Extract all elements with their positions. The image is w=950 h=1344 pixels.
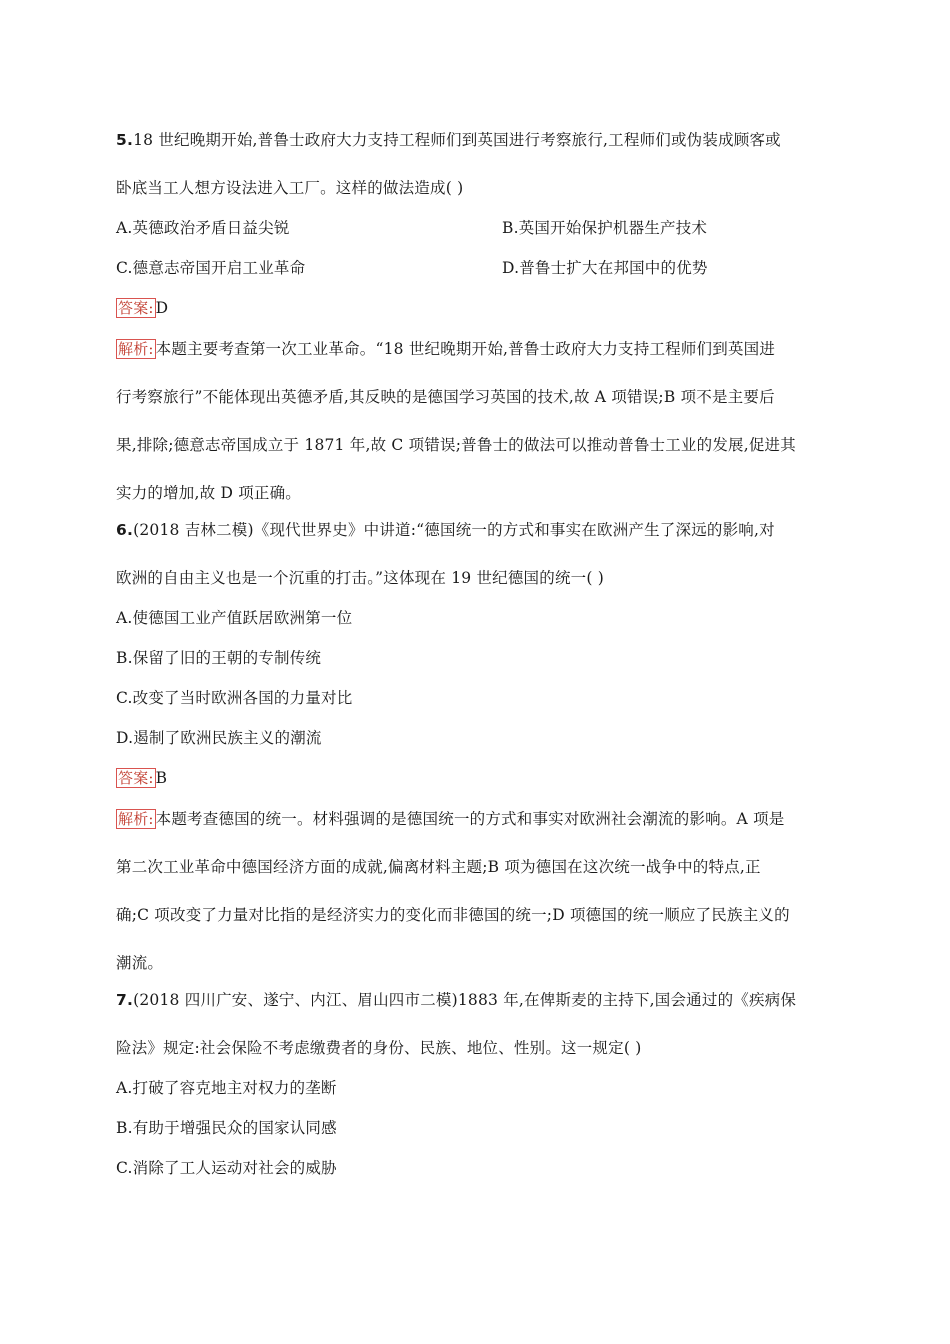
question-number: 5. bbox=[116, 131, 134, 149]
answer-tag: 答案: bbox=[118, 769, 154, 787]
question-7-stem-line-2: 险法》规定:社会保险不考虑缴费者的身份、民族、地位、性别。这一规定( ) bbox=[116, 1039, 642, 1057]
question-7-stem-line-1 bbox=[116, 989, 796, 1011]
question-5-analysis-line-4: 实力的增加,故 D 项正确。 bbox=[116, 484, 302, 502]
answer-value: B bbox=[155, 769, 168, 787]
answer-value: D bbox=[155, 299, 169, 317]
question-6-option-b: B.保留了旧的王朝的专制传统 bbox=[116, 649, 322, 667]
question-6-stem-line-2: 欧洲的自由主义也是一个沉重的打击。”这体现在 19 世纪德国的统一( ) bbox=[116, 569, 604, 587]
question-5-analysis-line-1 bbox=[116, 338, 775, 360]
option-d: D.普鲁士扩大在邦国中的优势 bbox=[502, 259, 708, 277]
question-6-analysis-line-1 bbox=[116, 808, 784, 830]
question-5-analysis-line-2: 行考察旅行”不能体现出英德矛盾,其反映的是德国学习英国的技术,故 A 项错误;B 项不是主要后 bbox=[116, 388, 775, 406]
question-5-analysis-line-3: 果,排除;德意志帝国成立于 1871 年,故 C 项错误;普鲁士的做法可以推动普鲁士工业的发展,促进其 bbox=[116, 436, 796, 454]
question-number: 7. bbox=[116, 991, 134, 1009]
question-5-stem-line-2: 卧底当工人想方设法进入工厂。这样的做法造成( ) bbox=[116, 179, 464, 197]
question-5-options-row-2 bbox=[116, 257, 708, 279]
question-7-option-a: A.打破了容克地主对权力的垄断 bbox=[116, 1079, 337, 1097]
stem-text: (2018 四川广安、遂宁、内江、眉山四市二模)1883 年,在俾斯麦的主持下,国会通过的《疾病保 bbox=[133, 991, 797, 1009]
question-5-options-row-1 bbox=[116, 217, 708, 239]
answer-tag: 答案: bbox=[118, 299, 154, 317]
analysis-text: 本题主要考查第一次工业革命。“18 世纪晚期开始,普鲁士政府大力支持工程师们到英国进 bbox=[155, 340, 776, 358]
option-a: A.英德政治矛盾日益尖锐 bbox=[116, 219, 290, 237]
question-6-analysis-line-2: 第二次工业革命中德国经济方面的成就,偏离材料主题;B 项为德国在这次统一战争中的特点,正 bbox=[116, 858, 761, 876]
question-number: 6. bbox=[116, 521, 134, 539]
question-6-answer bbox=[116, 767, 167, 789]
question-7-option-b: B.有助于增强民众的国家认同感 bbox=[116, 1119, 337, 1137]
option-b: B.英国开始保护机器生产技术 bbox=[502, 219, 708, 237]
question-7-option-c: C.消除了工人运动对社会的威胁 bbox=[116, 1159, 337, 1177]
question-6-option-a: A.使德国工业产值跃居欧洲第一位 bbox=[116, 609, 353, 627]
question-5-answer bbox=[116, 297, 168, 319]
stem-text: 18 世纪晚期开始,普鲁士政府大力支持工程师们到英国进行考察旅行,工程师们或伪装成顾客或 bbox=[133, 131, 781, 149]
analysis-text: 本题考查德国的统一。材料强调的是德国统一的方式和事实对欧洲社会潮流的影响。A 项是 bbox=[155, 810, 785, 828]
analysis-tag: 解析: bbox=[118, 340, 154, 358]
question-6-analysis-line-4: 潮流。 bbox=[116, 954, 164, 972]
stem-text: (2018 吉林二模)《现代世界史》中讲道:“德国统一的方式和事实在欧洲产生了深远的影响,对 bbox=[133, 521, 775, 539]
option-c: C.德意志帝国开启工业革命 bbox=[116, 259, 306, 277]
analysis-tag: 解析: bbox=[118, 810, 154, 828]
question-5-stem-line-1 bbox=[116, 129, 781, 151]
question-6-option-c: C.改变了当时欧洲各国的力量对比 bbox=[116, 689, 353, 707]
question-6-stem-line-1 bbox=[116, 519, 775, 541]
question-6-analysis-line-3: 确;C 项改变了力量对比指的是经济实力的变化而非德国的统一;D 项德国的统一顺应了民族主义的 bbox=[116, 906, 790, 924]
question-6-option-d: D.遏制了欧洲民族主义的潮流 bbox=[116, 729, 322, 747]
